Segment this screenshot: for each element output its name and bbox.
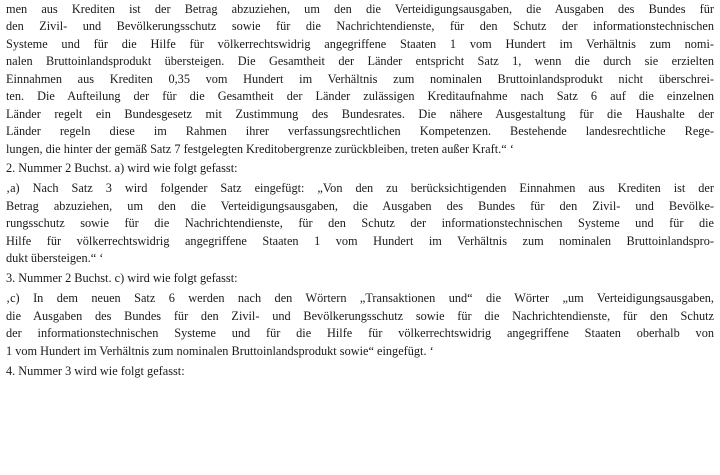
item-3-line: 1 vom Hundert im Verhältnis zum nominalen Bruttoinlandsprodukt sowie“ eingefügt. ‘ bbox=[6, 344, 434, 358]
item-4-heading: 4. Nummer 3 wird wie folgt gefasst: bbox=[6, 364, 185, 378]
item-3-line: ‚c) In dem neuen Satz 6 werden nach den Wörtern „Transaktionen und“ die Wörter „um Verteidigungsausgaben, bbox=[6, 291, 714, 305]
item-3-line: die Ausgaben des Bundes für den Zivil- und Bevölkerungsschutz sowie für die Nachrichtendienste, für den Schutz bbox=[6, 309, 714, 323]
paragraph-line: den Zivil- und Bevölkerungsschutz sowie für die Nachrichtendienste, für den Schutz der informationstechnischen bbox=[6, 19, 714, 33]
paragraph-line: Länder regeln diese im Rahmen ihrer verfassungsrechtlichen Kompetenzen. Bestehende landesrechtliche Rege- bbox=[6, 124, 714, 138]
paragraph-line: Systeme und für die Hilfe für völkerrechtswidrig angegriffene Staaten 1 vom Hundert im Verhältnis zum nomi- bbox=[6, 37, 714, 51]
paragraph-line: men aus Krediten ist der Betrag abzuziehen, um den die Verteidigungsausgaben, die Ausgaben des Bundes für bbox=[6, 2, 714, 16]
item-3-line: der informationstechnischen Systeme und für die Hilfe für völkerrechtswidrig angegriffene Staaten oberhalb von bbox=[6, 326, 714, 340]
paragraph-line: nalen Bruttoinlandsprodukt übersteigen. Die Gesamtheit der Länder entspricht Satz 1, wenn die durch sie erzielten bbox=[6, 54, 714, 68]
item-2-line: dukt übersteigen.“ ‘ bbox=[6, 251, 104, 265]
paragraph-line: lungen, die hinter der gemäß Satz 7 festgelegten Kreditobergrenze zurückbleiben, treten außer Kraft.“ ‘ bbox=[6, 142, 514, 156]
paragraph-line: Einnahmen aus Krediten 0,35 vom Hundert im Verhältnis zum nominalen Bruttoinlandsprodukt nicht überschrei- bbox=[6, 72, 714, 86]
item-3-heading: 3. Nummer 2 Buchst. c) wird wie folgt gefasst: bbox=[6, 271, 238, 285]
item-2-line: rungsschutz sowie für die Nachrichtendienste, für den Schutz der informationstechnischen Systeme und für die bbox=[6, 216, 714, 230]
item-2-line: ‚a) Nach Satz 3 wird folgender Satz eingefügt: „Von den zu berücksichtigenden Einnahmen aus Krediten ist der bbox=[6, 181, 714, 195]
item-2-line: Hilfe für völkerrechtswidrig angegriffene Staaten 1 vom Hundert im Verhältnis zum nominalen Bruttoinlandspro- bbox=[6, 234, 714, 248]
paragraph-line: ten. Die Aufteilung der für die Gesamtheit der Länder zulässigen Kreditaufnahme nach Satz 6 auf die einzelnen bbox=[6, 89, 714, 103]
item-2-line: Betrag abzuziehen, um den die Verteidigungsausgaben, die Ausgaben des Bundes für den Zivil- und Bevölke- bbox=[6, 199, 714, 213]
item-2-heading: 2. Nummer 2 Buchst. a) wird wie folgt gefasst: bbox=[6, 161, 238, 175]
paragraph-line: Länder regelt ein Bundesgesetz mit Zustimmung des Bundesrates. Die nähere Ausgestaltung für die Haushalte der bbox=[6, 107, 714, 121]
